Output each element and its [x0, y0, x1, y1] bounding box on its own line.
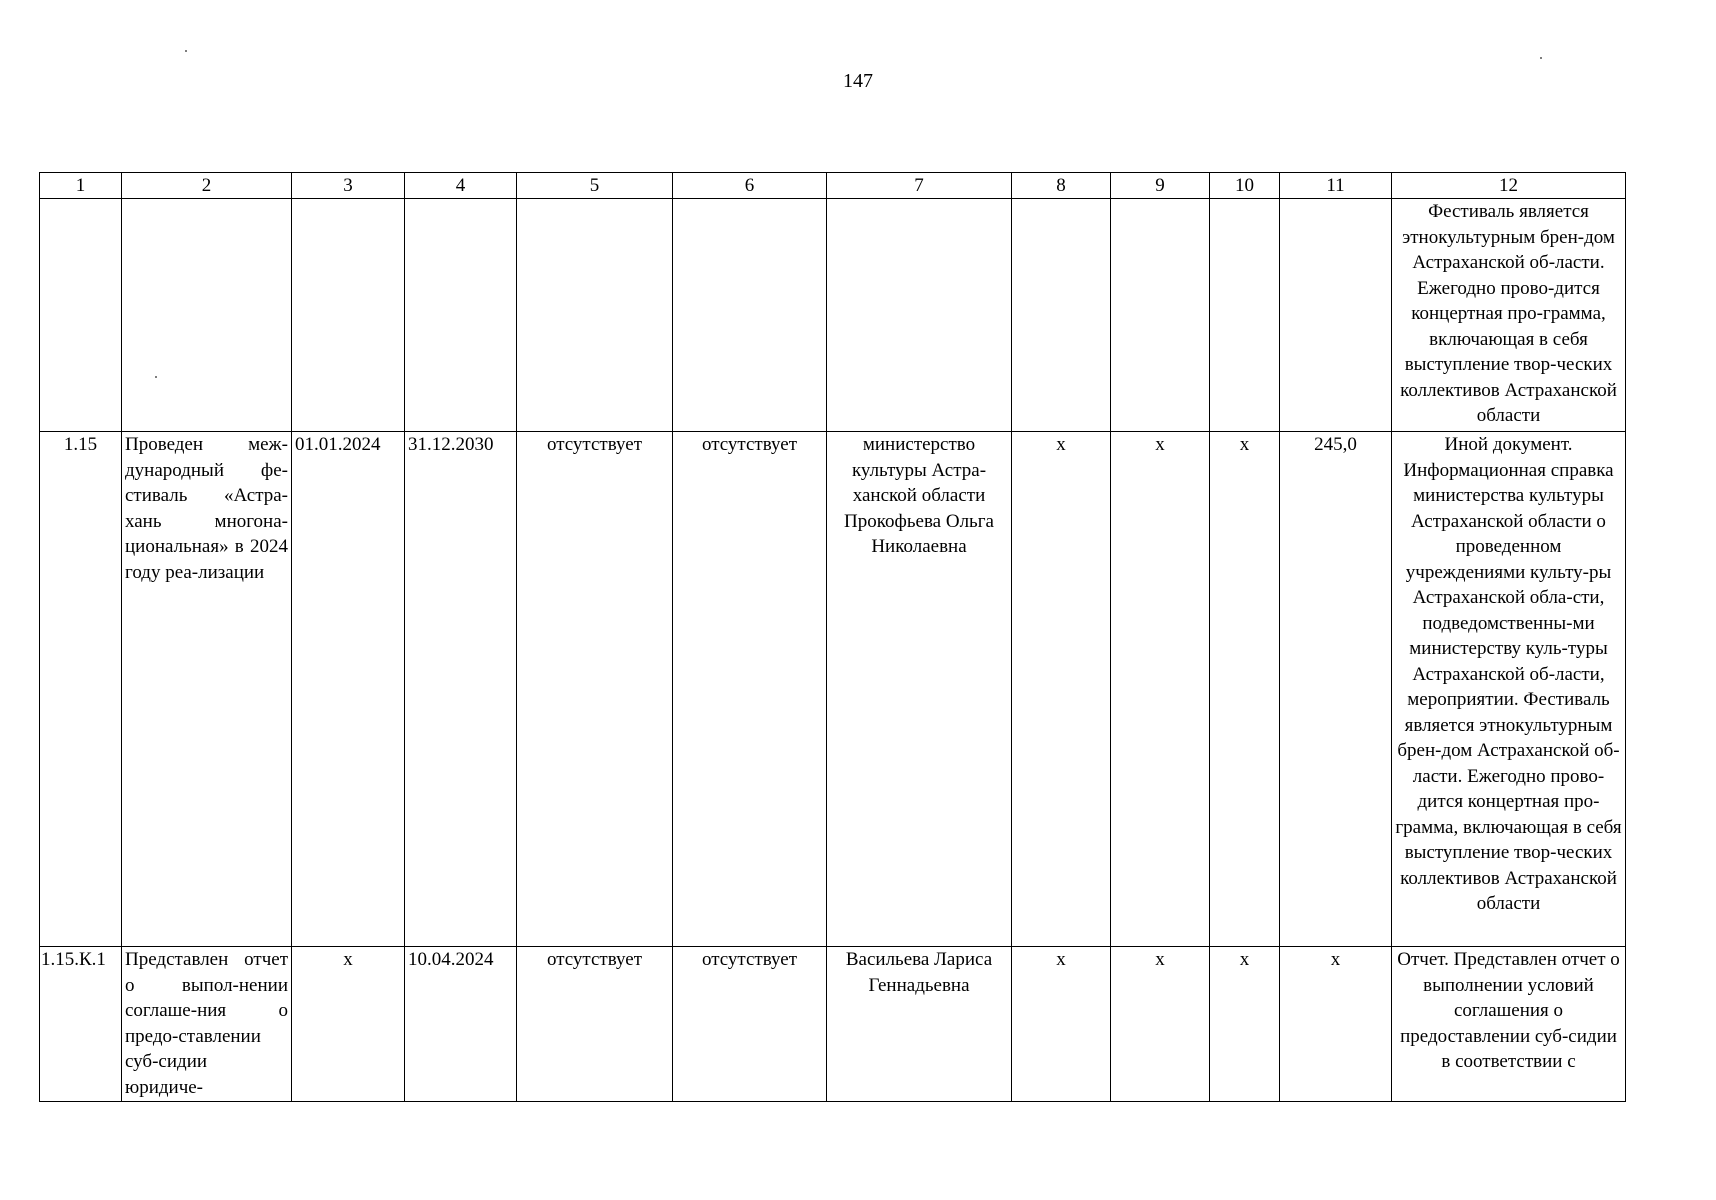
cell-end-date: 10.04.2024: [405, 947, 517, 1102]
cell-col6: отсутствует: [673, 432, 827, 947]
cell-number: [40, 199, 122, 432]
column-header: 6: [673, 173, 827, 199]
cell-number: 1.15: [40, 432, 122, 947]
cell-col10: х: [1210, 947, 1280, 1102]
cell-col9: [1111, 199, 1210, 432]
cell-col10: [1210, 199, 1280, 432]
column-header: 12: [1392, 173, 1626, 199]
column-header: 8: [1012, 173, 1111, 199]
table-row: [40, 432, 1626, 947]
cell-col11: х: [1280, 947, 1392, 1102]
cell-col6: отсутствует: [673, 947, 827, 1102]
cell-document: Иной документ. Информационная справка министерства культуры Астраханской области о проведенном учреждениями культу-ры Астраханской обла-сти, подведомственны-ми министерству куль-туры Астраханской об-ласти, мероприятии. Фестиваль является этнокультурным брен-дом Астраханской об-ласти. Ежегодно прово-дится концертная про-грамма, включающая в себя выступление твор-ческих коллективов Астраханской области: [1392, 432, 1626, 947]
cell-col5: отсутствует: [517, 432, 673, 947]
report-table: [39, 172, 1626, 1102]
column-header: 9: [1111, 173, 1210, 199]
cell-end-date: 31.12.2030: [405, 432, 517, 947]
cell-result: Представлен отчет о выпол-нении соглаше-ния о предо-ставлении суб-сидии юридиче-: [122, 947, 292, 1102]
cell-col11: [1280, 199, 1392, 432]
scan-speck: [1540, 57, 1542, 59]
cell-document: Фестиваль является этнокультурным брен-дом Астраханской об-ласти. Ежегодно прово-дится концертная про-грамма, включающая в себя выступление твор-ческих коллективов Астраханской области: [1392, 199, 1626, 432]
column-header: 10: [1210, 173, 1280, 199]
cell-start-date: [292, 199, 405, 432]
column-header: 3: [292, 173, 405, 199]
cell-col9: х: [1111, 947, 1210, 1102]
cell-number: 1.15.К.1: [40, 947, 122, 1102]
cell-result: Проведен меж-дународный фе-стиваль «Астра-хань многона-циональная» в 2024 году реа-лизации: [122, 432, 292, 947]
column-header: 2: [122, 173, 292, 199]
cell-responsible: Васильева Лариса Геннадьевна: [827, 947, 1012, 1102]
cell-start-date: х: [292, 947, 405, 1102]
cell-col10: х: [1210, 432, 1280, 947]
page-number: 147: [843, 70, 873, 92]
cell-col5: [517, 199, 673, 432]
cell-col5: отсутствует: [517, 947, 673, 1102]
column-header: 4: [405, 173, 517, 199]
cell-col8: [1012, 199, 1111, 432]
table-row: [40, 947, 1626, 1102]
table-row: [40, 199, 1626, 432]
cell-result: [122, 199, 292, 432]
header-row: [40, 173, 1626, 199]
cell-responsible: [827, 199, 1012, 432]
cell-col6: [673, 199, 827, 432]
cell-col8: х: [1012, 947, 1111, 1102]
column-header: 1: [40, 173, 122, 199]
cell-end-date: [405, 199, 517, 432]
scan-speck: [185, 50, 187, 52]
cell-start-date: 01.01.2024: [292, 432, 405, 947]
column-header: 11: [1280, 173, 1392, 199]
cell-col9: х: [1111, 432, 1210, 947]
scan-speck: [155, 376, 157, 378]
cell-document: Отчет. Представлен отчет о выполнении условий соглашения о предоставлении суб-сидии в соответствии с: [1392, 947, 1626, 1102]
cell-col11: 245,0: [1280, 432, 1392, 947]
column-header: 5: [517, 173, 673, 199]
cell-col8: х: [1012, 432, 1111, 947]
column-header: 7: [827, 173, 1012, 199]
cell-responsible: министерство культуры Астра-ханской области Прокофьева Ольга Николаевна: [827, 432, 1012, 947]
